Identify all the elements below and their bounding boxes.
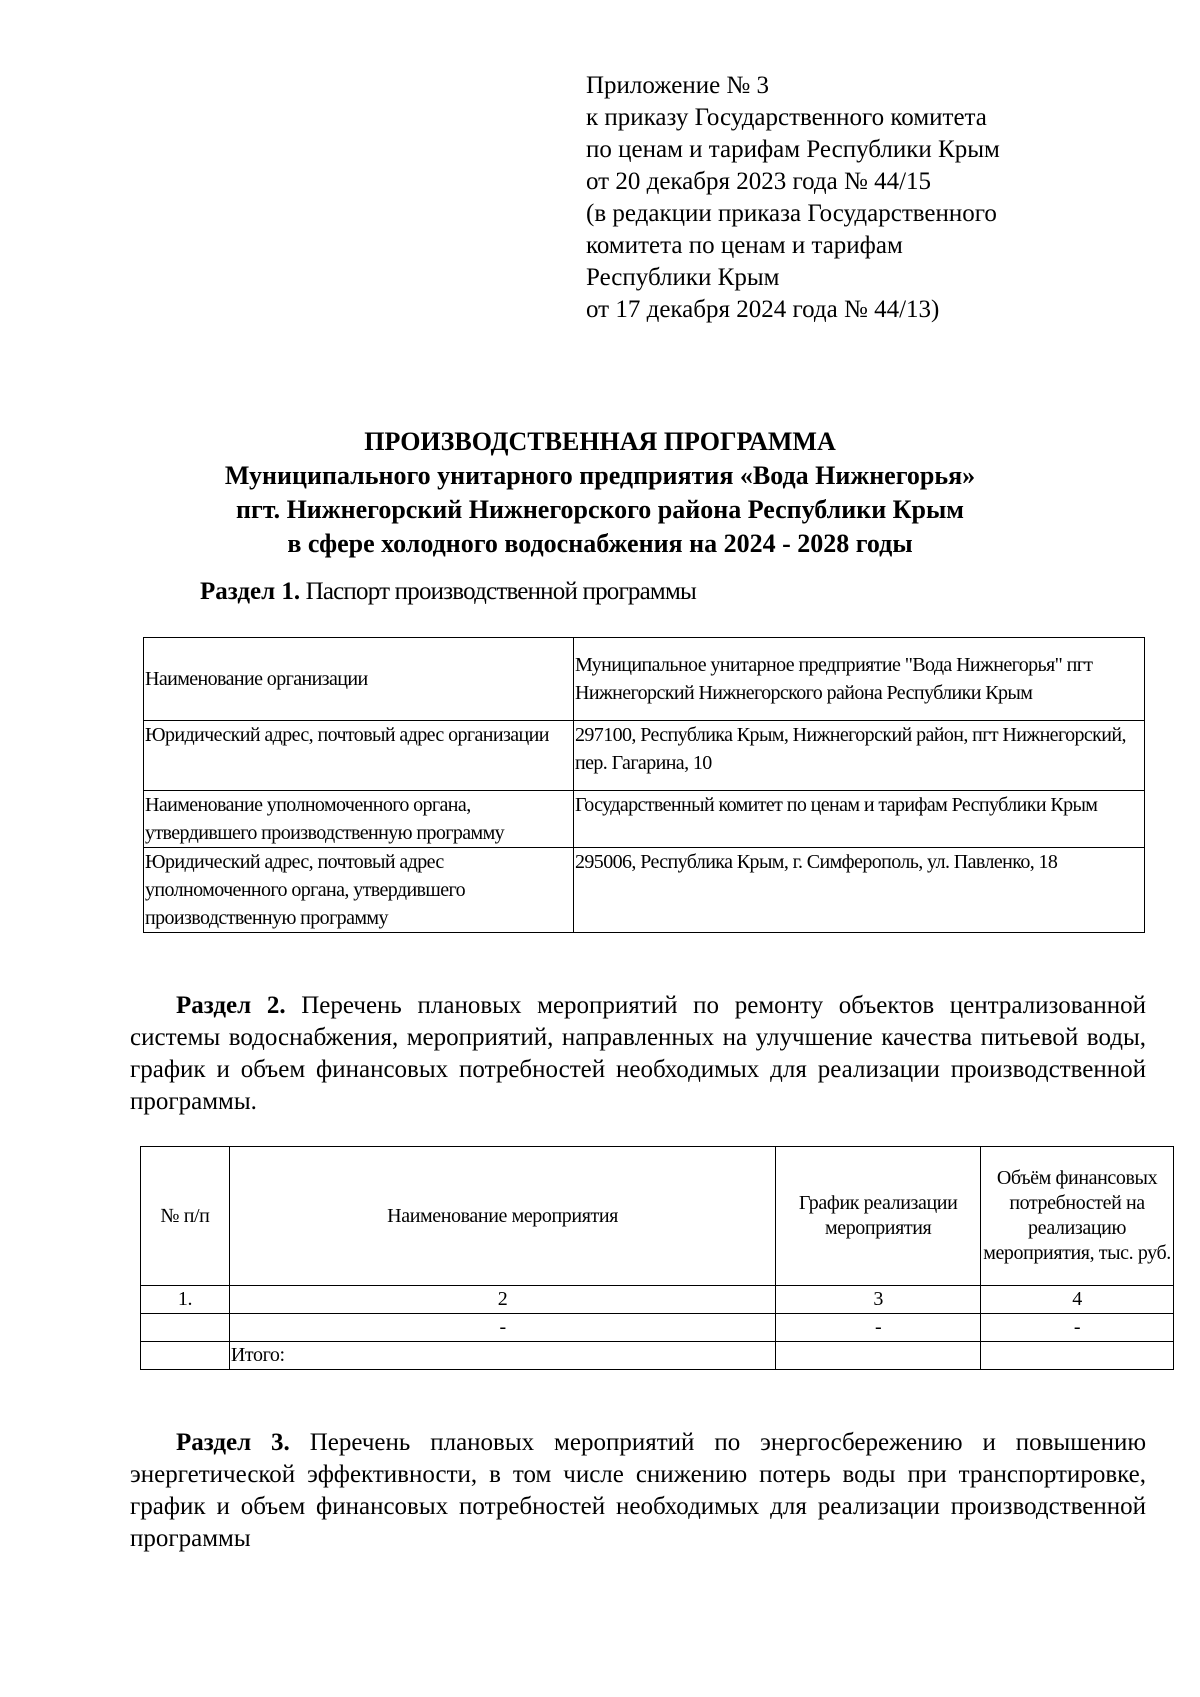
- section3-label: Раздел 3.: [176, 1429, 290, 1456]
- appendix-block: [586, 70, 1146, 326]
- table-cell: 1.: [141, 1286, 230, 1314]
- appendix-line: Республики Крым: [586, 264, 780, 291]
- table-cell: -: [776, 1314, 981, 1342]
- passport-label: Юридический адрес, почтовый адрес организации: [144, 721, 574, 791]
- table-row-total: [141, 1342, 1174, 1370]
- appendix-line: к приказу Государственного комитета: [586, 104, 987, 131]
- section2-label: Раздел 2.: [176, 992, 286, 1019]
- title-line-4: в сфере холодного водоснабжения на 2024 - 2028 годы: [287, 529, 913, 558]
- table-cell: [776, 1342, 981, 1370]
- column-header-schedule: График реализации мероприятия: [776, 1147, 981, 1286]
- section1-heading: [200, 576, 696, 608]
- section2-paragraph: [130, 990, 1146, 1118]
- table-cell: -: [981, 1314, 1174, 1342]
- title-line-2: Муниципального унитарного предприятия «Вода Нижнегорья»: [224, 461, 976, 490]
- table-cell: 4: [981, 1286, 1174, 1314]
- passport-label: Наименование организации: [144, 638, 574, 721]
- table-cell: [141, 1342, 230, 1370]
- document-title: [100, 425, 1100, 561]
- table-row: [144, 721, 1145, 791]
- table-cell: 2: [229, 1286, 775, 1314]
- passport-label: Наименование уполномоченного органа, утвердившего производственную программу: [144, 791, 574, 848]
- section2-text: Перечень плановых мероприятий по ремонту объектов централизованной системы водоснабжения, мероприятий, направленных на улучшение качества питьевой воды, график и объем финансовых потребностей необходимых для реализации производственной программы.: [130, 992, 1146, 1115]
- appendix-line: по ценам и тарифам Республики Крым: [586, 136, 1000, 163]
- appendix-line: (в редакции приказа Государственного: [586, 200, 997, 227]
- passport-value: 295006, Республика Крым, г. Симферополь, ул. Павленко, 18: [574, 848, 1145, 933]
- column-header-financing: Объём финансовых потребностей на реализацию мероприятия, тыс. руб.: [981, 1147, 1174, 1286]
- passport-value: Государственный комитет по ценам и тарифам Республики Крым: [574, 791, 1145, 848]
- section3-text: Перечень плановых мероприятий по энергосбережению и повышению энергетической эффективности, в том числе снижению потерь воды при транспортировке, график и объем финансовых потребностей необходимых для реализации производственной программы: [130, 1429, 1147, 1552]
- column-header-number: № п/п: [141, 1147, 230, 1286]
- table-row: [144, 848, 1145, 933]
- appendix-line: от 17 декабря 2024 года № 44/13): [586, 296, 940, 323]
- table-row-numbering: [141, 1286, 1174, 1314]
- passport-value: 297100, Республика Крым, Нижнегорский район, пгт Нижнегорский, пер. Гагарина, 10: [574, 721, 1145, 791]
- table-row: [144, 791, 1145, 848]
- section1-label: Раздел 1.: [200, 578, 301, 605]
- title-line-3: пгт. Нижнегорский Нижнегорского района Республики Крым: [235, 495, 964, 524]
- column-header-activity: Наименование мероприятия: [229, 1147, 775, 1286]
- section3-paragraph: [130, 1427, 1146, 1555]
- table-row: [144, 638, 1145, 721]
- table-cell: 3: [776, 1286, 981, 1314]
- total-label: Итого:: [229, 1342, 775, 1370]
- title-line-1: ПРОИЗВОДСТВЕННАЯ ПРОГРАММА: [364, 427, 836, 456]
- appendix-line: от 20 декабря 2023 года № 44/15: [586, 168, 932, 195]
- table-cell: -: [229, 1314, 775, 1342]
- section1-text: Паспорт производственной программы: [300, 578, 696, 605]
- table-header-row: [141, 1147, 1174, 1286]
- table-cell: [981, 1342, 1174, 1370]
- activities-table: [140, 1146, 1174, 1370]
- table-cell: [141, 1314, 230, 1342]
- passport-value: Муниципальное унитарное предприятие "Вода Нижнегорья" пгт Нижнегорский Нижнегорского района Республики Крым: [574, 638, 1145, 721]
- passport-table: [143, 637, 1145, 933]
- passport-label: Юридический адрес, почтовый адрес уполномоченного органа, утвердившего производственную программу: [144, 848, 574, 933]
- table-row: [141, 1314, 1174, 1342]
- appendix-line: Приложение № 3: [586, 72, 770, 99]
- appendix-line: комитета по ценам и тарифам: [586, 232, 903, 259]
